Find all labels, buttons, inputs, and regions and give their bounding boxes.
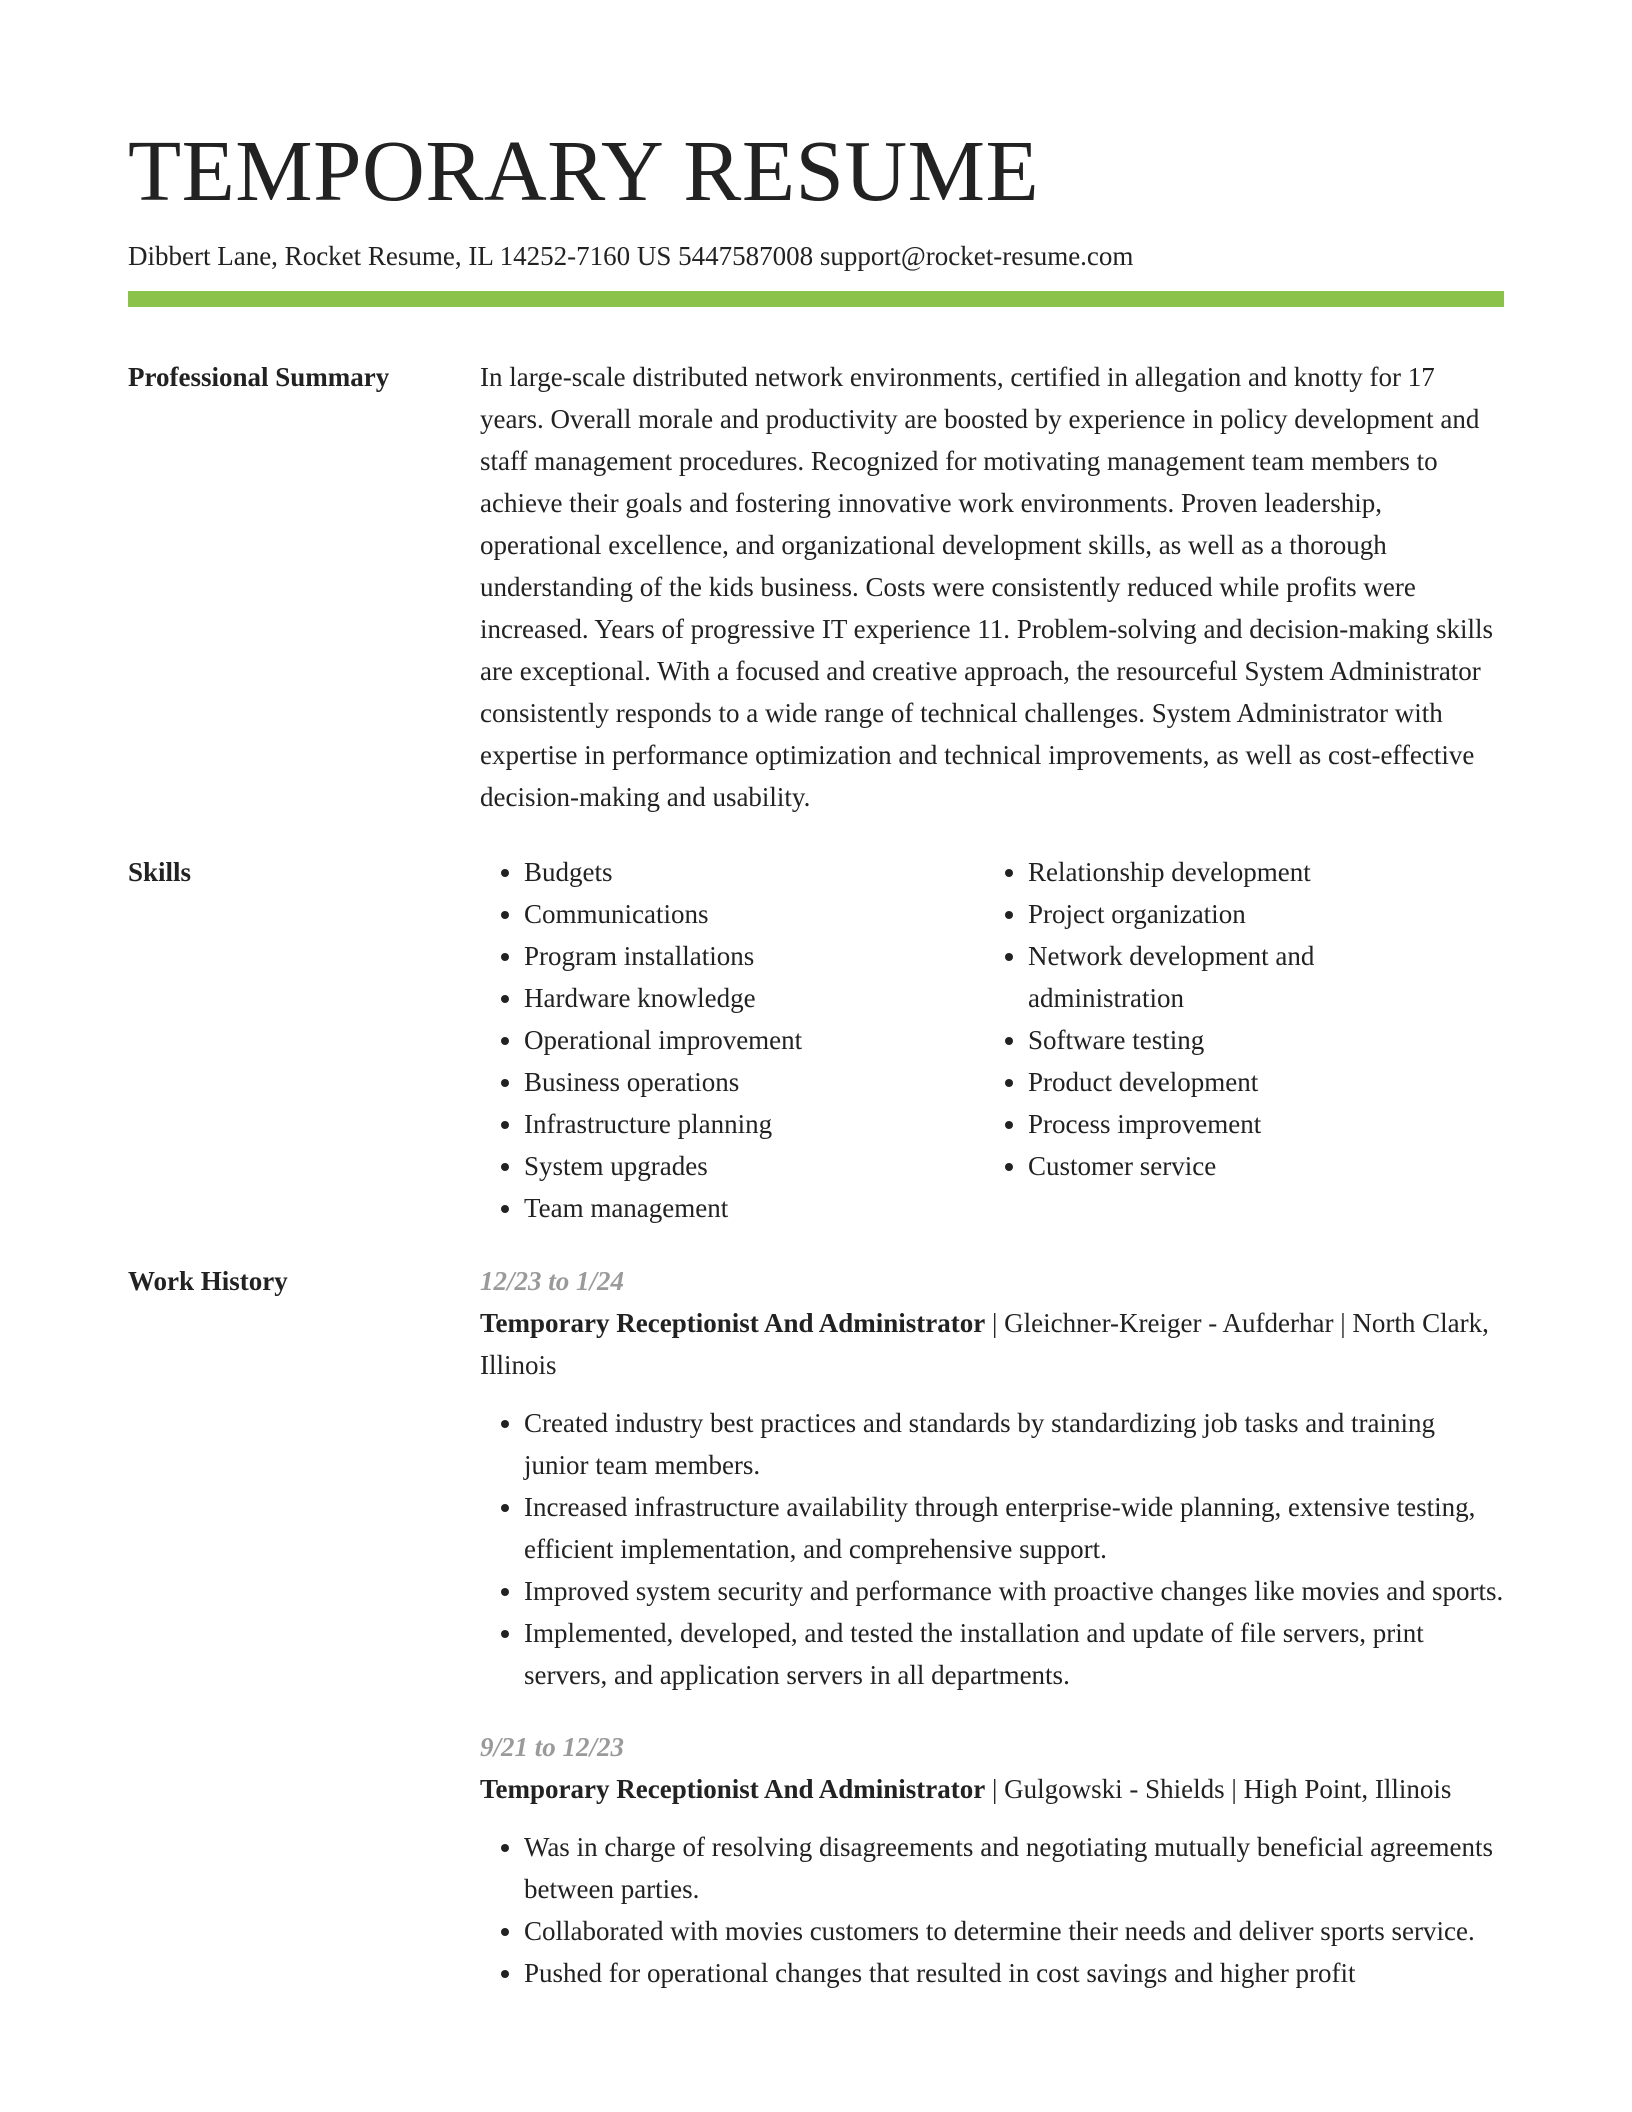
job-entry — [480, 1260, 1504, 1696]
skill-item: • System upgrades — [524, 1145, 984, 1187]
skills-columns — [480, 851, 1504, 1229]
skill-item: • Process improvement — [1028, 1103, 1448, 1145]
job-title: Temporary Receptionist And Administrator — [480, 1774, 986, 1804]
resume-name: TEMPORARY RESUME — [128, 122, 1040, 219]
skill-item: • Product development — [1028, 1061, 1448, 1103]
skills-list-left — [480, 851, 984, 1229]
skill-item: • Project organization — [1028, 893, 1448, 935]
summary-body — [480, 356, 1504, 818]
job-bullet: • Was in charge of resolving disagreements and negotiating mutually beneficial agreements between parties. — [524, 1826, 1504, 1910]
job-heading — [480, 1768, 1504, 1810]
job-details: | Gulgowski - Shields | High Point, Illinois — [985, 1774, 1452, 1804]
job-entry — [480, 1726, 1504, 1994]
skill-item: • Team management — [524, 1187, 984, 1229]
skills-section — [128, 851, 1504, 1229]
header-divider — [128, 291, 1504, 307]
job-title: Temporary Receptionist And Administrator — [480, 1308, 986, 1338]
skills-heading: Skills — [128, 857, 192, 887]
skill-item: • Program installations — [524, 935, 984, 977]
job-heading — [480, 1302, 1504, 1386]
skill-item: • Relationship development — [1028, 851, 1448, 893]
job-bullet: • Implemented, developed, and tested the installation and update of file servers, print servers, and application servers in all departments. — [524, 1612, 1504, 1696]
skill-item: • Communications — [524, 893, 984, 935]
summary-section — [128, 356, 1504, 818]
skill-item: • Network development and administration — [1028, 935, 1448, 1019]
skill-item: • Operational improvement — [524, 1019, 984, 1061]
skill-item: • Hardware knowledge — [524, 977, 984, 1019]
skill-item: • Customer service — [1028, 1145, 1448, 1187]
job-dates: 9/21 to 12/23 — [480, 1732, 625, 1762]
work-heading: Work History — [128, 1266, 288, 1296]
job-bullet: • Created industry best practices and standards by standardizing job tasks and training junior team members. — [524, 1402, 1504, 1486]
job-bullets — [480, 1402, 1504, 1696]
skill-item: • Budgets — [524, 851, 984, 893]
summary-heading: Professional Summary — [128, 362, 390, 392]
resume-page — [128, 0, 1504, 1994]
contact-address: Dibbert Lane, Rocket Resume, IL 14252-7160 US — [128, 241, 672, 271]
job-bullet: • Increased infrastructure availability through enterprise-wide planning, extensive testing, efficient implementation, and comprehensive support. — [524, 1486, 1504, 1570]
contact-line — [128, 238, 1504, 274]
job-bullet: • Collaborated with movies customers to determine their needs and deliver sports service. — [524, 1910, 1504, 1952]
work-body — [480, 1260, 1504, 1994]
skill-item: • Business operations — [524, 1061, 984, 1103]
job-bullet: • Pushed for operational changes that resulted in cost savings and higher profit — [524, 1952, 1504, 1994]
job-details: | Gleichner-Kreiger - Aufderhar | North Clark, Illinois — [480, 1308, 1489, 1380]
contact-email: support@rocket-resume.com — [819, 241, 1134, 271]
work-section — [128, 1260, 1504, 1994]
skill-item: • Software testing — [1028, 1019, 1448, 1061]
job-bullet: • Improved system security and performance with proactive changes like movies and sports. — [524, 1570, 1504, 1612]
job-dates: 12/23 to 1/24 — [480, 1266, 625, 1296]
skill-item: • Infrastructure planning — [524, 1103, 984, 1145]
job-bullets — [480, 1826, 1504, 1994]
skills-list-right — [984, 851, 1448, 1229]
contact-phone: 5447587008 — [678, 241, 814, 271]
summary-text: In large-scale distributed network environments, certified in allegation and knotty for 17 years. Overall morale and productivity are boosted by experience in policy development and staff management procedures. Recognized for motivating management team members to achieve their goals and fostering innovative work environments. Proven leadership, operational excellence, and organizational development skills, as well as a thorough understanding of the kids business. Costs were consistently reduced while profits were increased. Years of progressive IT experience 11. Problem-solving and decision-making skills are exceptional. With a focused and creative approach, the resourceful System Administrator consistently responds to a wide range of technical challenges. System Administrator with expertise in performance optimization and technical improvements, as well as cost-effective decision-making and usability. — [480, 362, 1494, 812]
